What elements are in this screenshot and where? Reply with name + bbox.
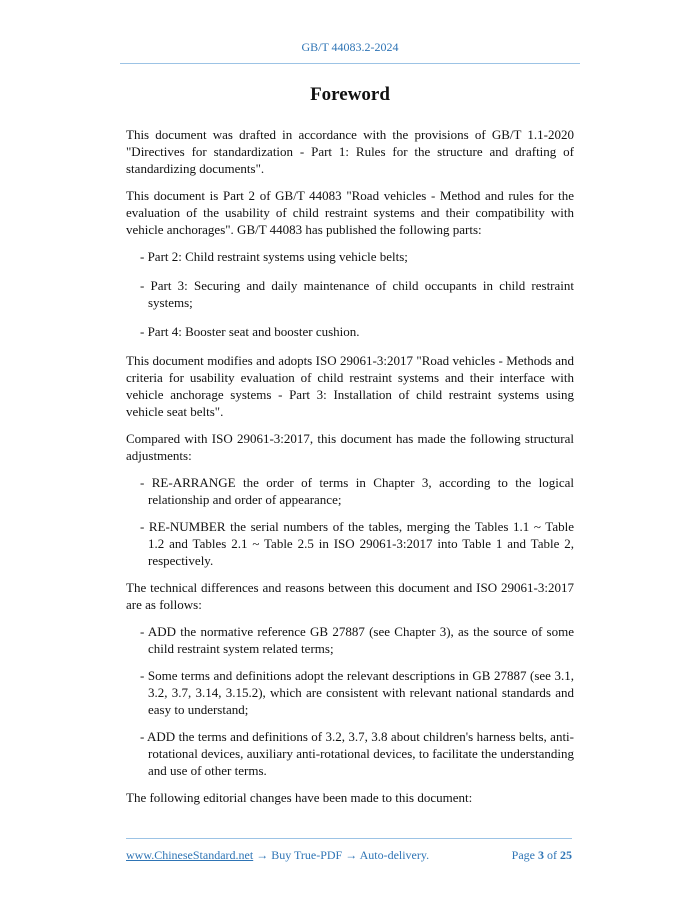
total-pages: 25	[560, 848, 572, 862]
paragraph-adoption: This document modifies and adopts ISO 29061-3:2017 "Road vehicles - Methods and criteria for usability evaluation of child restraint systems and their interface with vehicle anchorage systems - Part 3: Installation of child restraint systems using vehicle seat belts".	[126, 353, 574, 419]
list-item: - RE-ARRANGE the order of terms in Chapter 3, according to the logical relationship and order of appearance;	[140, 475, 574, 507]
document-body	[126, 126, 574, 816]
list-item: - Part 3: Securing and daily maintenance of child occupants in child restraint systems;	[140, 278, 574, 310]
footer-tagline: → Buy True-PDF → Auto-delivery.	[253, 848, 430, 862]
paragraph-part-overview: This document is Part 2 of GB/T 44083 "Road vehicles - Method and rules for the evaluation of the usability of child restraint systems and their compatibility with vehicle anchorages". GB/T 44083 has published the following parts:	[126, 188, 574, 237]
paragraph-drafting-basis: This document was drafted in accordance with the provisions of GB/T 1.1-2020 "Directives for standardization - Part 1: Rules for the structure and drafting of standardizing documents".	[126, 127, 574, 176]
page-title: Foreword	[310, 84, 390, 105]
page-header	[0, 40, 700, 55]
list-item: - Part 2: Child restraint systems using vehicle belts;	[140, 249, 408, 264]
page-number: Page 3 of 25	[511, 848, 572, 862]
current-page: 3	[538, 848, 544, 862]
paragraph-structural-intro: Compared with ISO 29061-3:2017, this document has made the following structural adjustments:	[126, 431, 574, 463]
standard-id: GB/T 44083.2-2024	[301, 40, 399, 54]
paragraph-editorial-intro: The following editorial changes have been made to this document:	[126, 790, 473, 805]
website-link[interactable]: www.ChineseStandard.net	[126, 848, 254, 862]
paragraph-technical-intro: The technical differences and reasons between this document and ISO 29061-3:2017 are as follows:	[126, 580, 574, 612]
list-item: - Part 4: Booster seat and booster cushion.	[140, 324, 360, 339]
list-item: - Some terms and definitions adopt the relevant descriptions in GB 27887 (see 3.1, 3.2, 3.7, 3.14, 3.15.2), which are consistent with relevant national standards and easy to understand;	[140, 668, 574, 717]
list-item: - ADD the normative reference GB 27887 (see Chapter 3), as the source of some child restraint system related terms;	[140, 624, 574, 656]
list-item: - RE-NUMBER the serial numbers of the tables, merging the Tables 1.1 ~ Table 1.2 and Tables 2.1 ~ Table 2.5 in ISO 29061-3:2017 into Table 1 and Table 2, respectively.	[140, 519, 574, 568]
footer-promo	[126, 848, 429, 863]
list-item: - ADD the terms and definitions of 3.2, 3.7, 3.8 about children's harness belts, anti-rotational devices, auxiliary anti-rotational devices, to facilitate the understanding and use of other terms.	[140, 729, 574, 778]
footer-divider	[126, 838, 572, 839]
header-divider	[120, 63, 580, 64]
